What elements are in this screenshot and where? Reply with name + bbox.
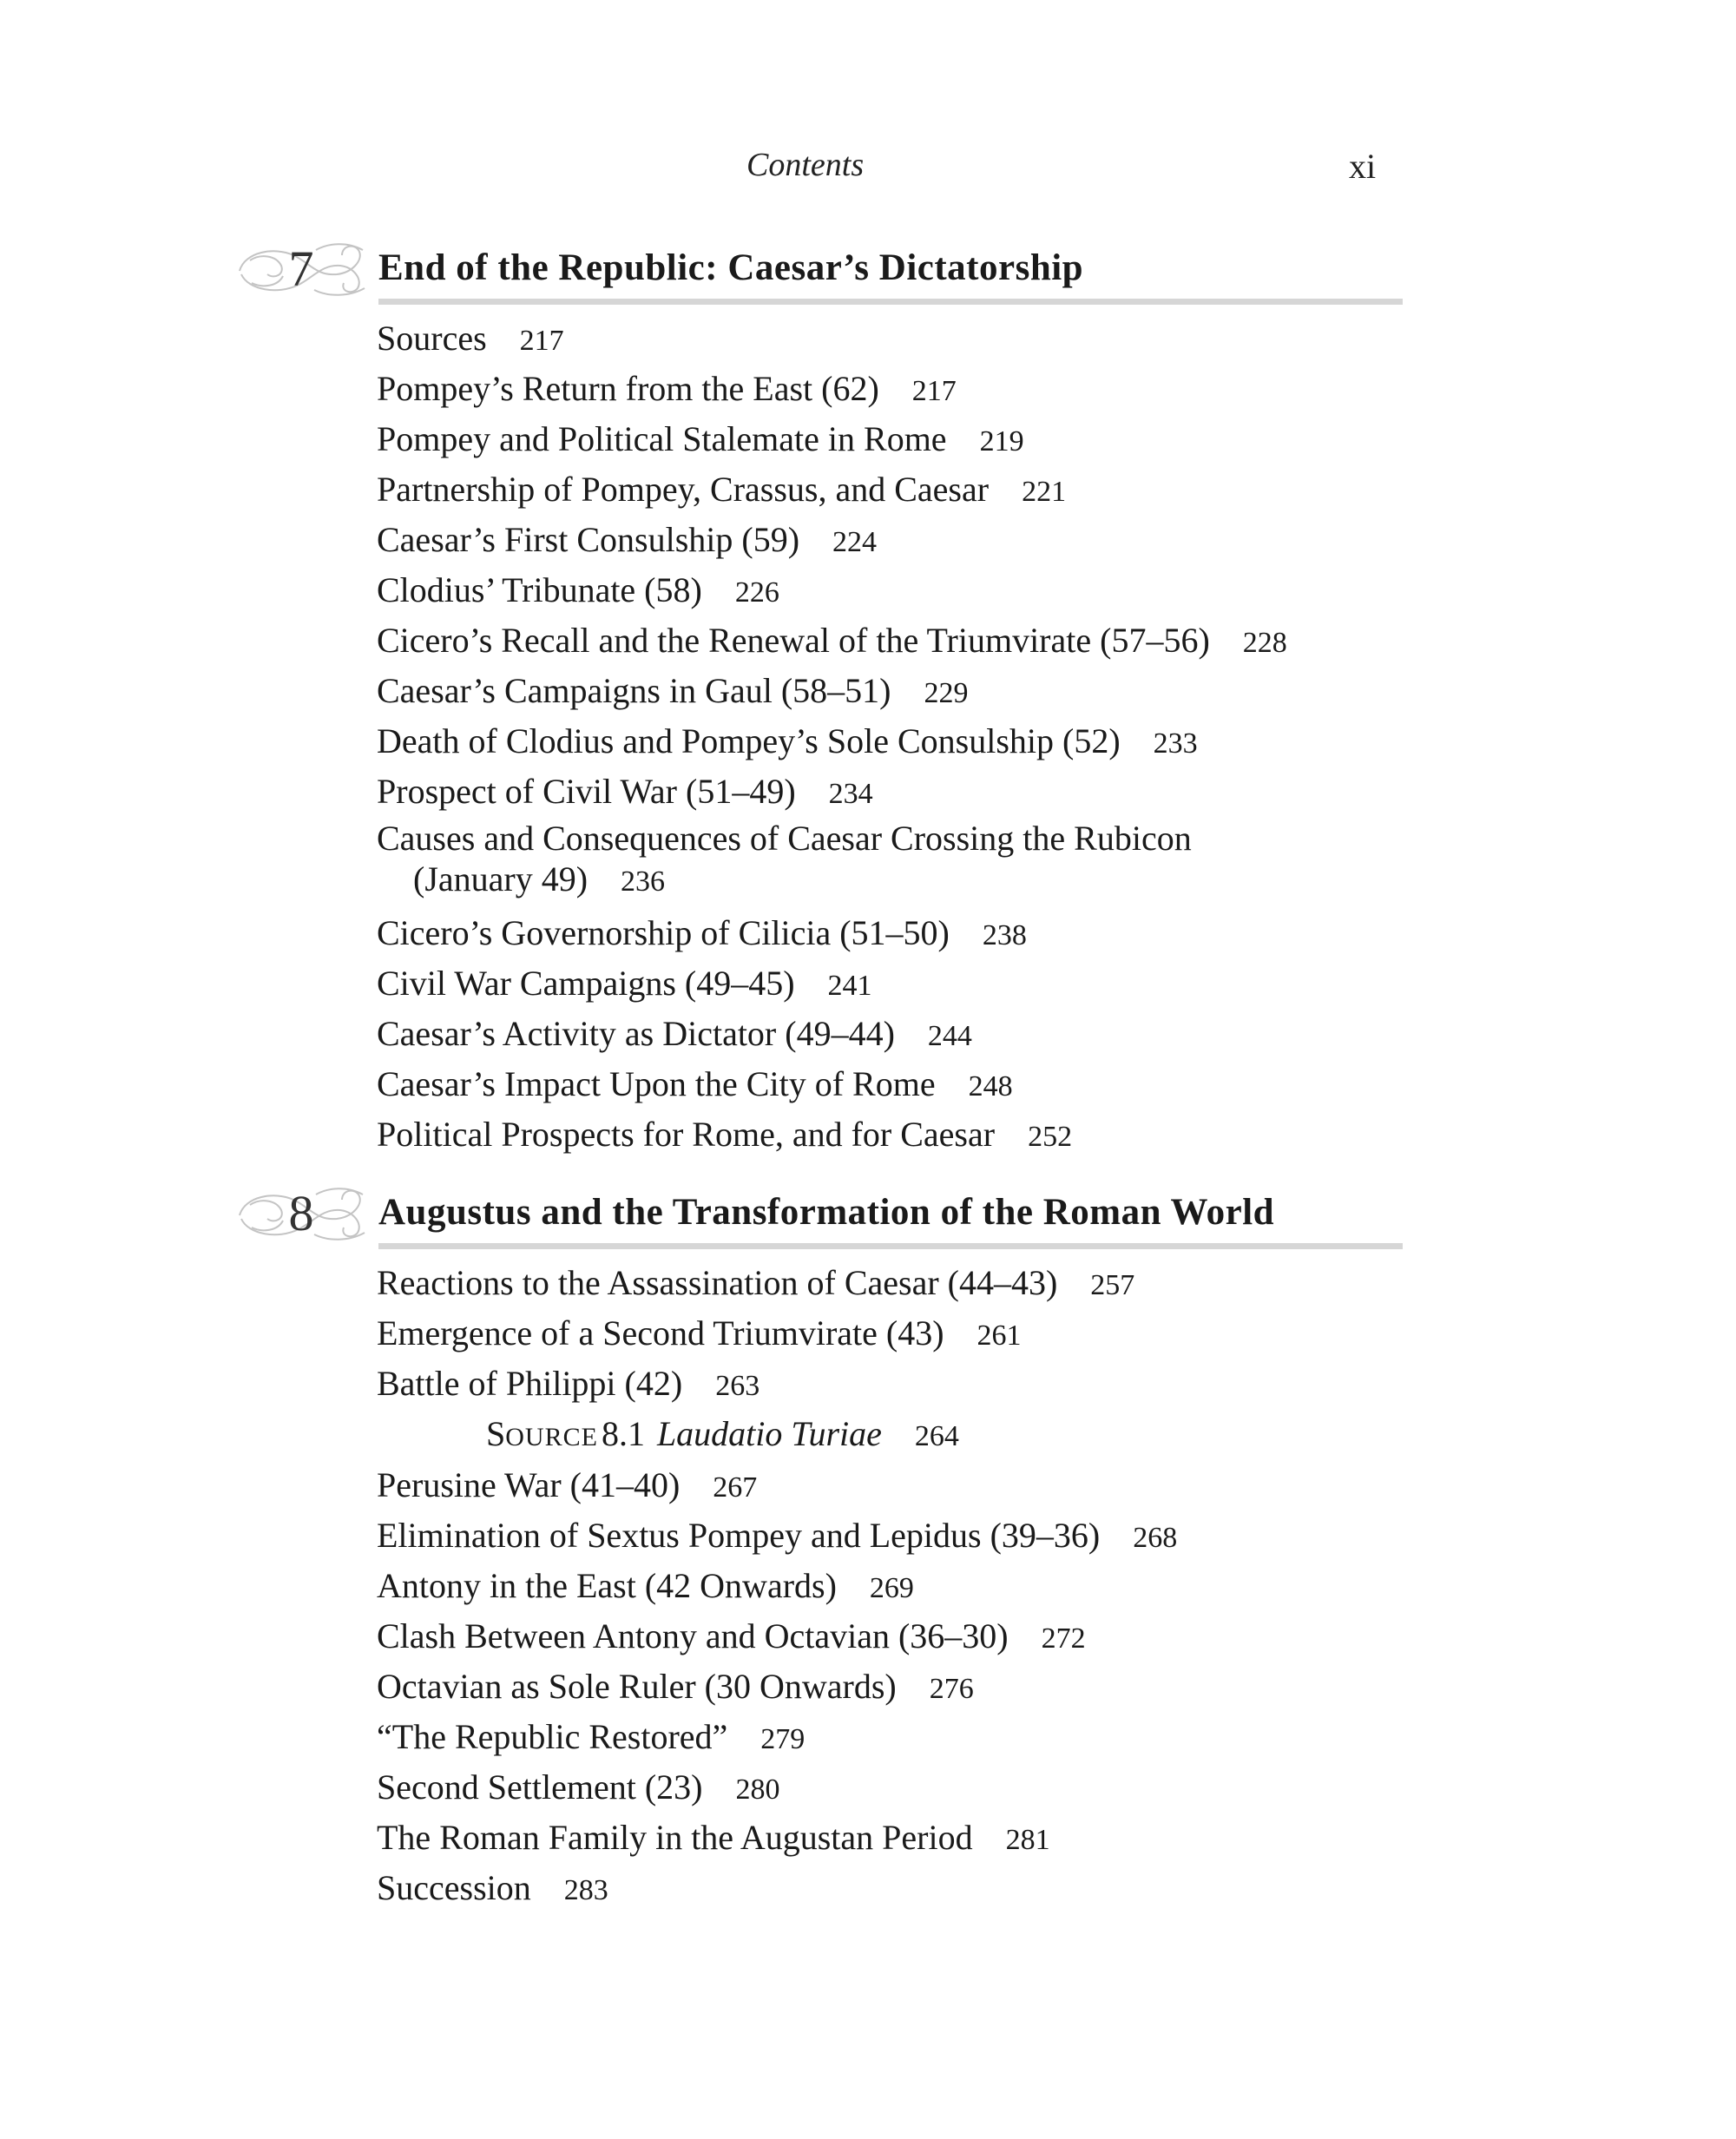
entry-page: 268 [1133, 1522, 1178, 1554]
entry-page: 280 [735, 1774, 780, 1806]
entry-page: 224 [832, 526, 878, 558]
entry-page: 263 [715, 1370, 760, 1402]
entry-title: Pompey and Political Stalemate in Rome [377, 419, 947, 458]
chapter-title-rule [378, 299, 1403, 305]
entry-page: 272 [1041, 1622, 1086, 1655]
toc-entry-list [377, 314, 1418, 1161]
entry-title: Death of Clodius and Pompey’s Sole Consulship (52) [377, 721, 1121, 760]
chapter-title: Augustus and the Transformation of the Roman World [378, 1192, 1275, 1233]
entry-title: Caesar’s Campaigns in Gaul (58–51) [377, 671, 891, 710]
toc-entry[interactable] [377, 717, 1418, 767]
entry-title: Prospect of Civil War (51–49) [377, 772, 796, 811]
entry-page: 257 [1090, 1269, 1135, 1301]
toc-entry[interactable] [377, 616, 1418, 667]
entry-title: Antony in the East (42 Onwards) [377, 1566, 837, 1605]
source-title: Laudatio Turiae [656, 1414, 882, 1453]
entry-page: 219 [979, 425, 1024, 457]
entry-title: Partnership of Pompey, Crassus, and Caesar [377, 470, 990, 509]
toc-entry[interactable] [377, 818, 1418, 909]
running-title: Contents [746, 147, 865, 183]
toc-entry[interactable] [377, 465, 1418, 516]
toc-entry[interactable] [377, 1060, 1418, 1110]
page-number: xi [1349, 147, 1377, 186]
toc-entry[interactable] [377, 1461, 1418, 1511]
entry-title: Cicero’s Recall and the Renewal of the Triumvirate (57–56) [377, 621, 1210, 660]
toc-source-entry[interactable] [377, 1410, 1418, 1461]
toc-entry[interactable] [377, 1662, 1418, 1713]
entry-title: Sources [377, 319, 487, 358]
entry-page: 244 [927, 1020, 972, 1052]
entry-title: Cicero’s Governorship of Cilicia (51–50) [377, 913, 950, 952]
running-head [0, 146, 1736, 198]
entry-page: 234 [828, 778, 873, 810]
toc-entry[interactable] [377, 566, 1418, 616]
entry-page: 261 [976, 1320, 1022, 1352]
entry-title: Clodius’ Tribunate (58) [377, 570, 702, 609]
entry-title: Octavian as Sole Ruler (30 Onwards) [377, 1667, 897, 1706]
toc-entry[interactable] [377, 516, 1418, 566]
toc-entry[interactable] [377, 1309, 1418, 1359]
entry-title: Second Settlement (23) [377, 1767, 703, 1807]
chapter-number: 7 [288, 240, 314, 297]
toc-entry[interactable] [377, 767, 1418, 818]
entry-page: 279 [760, 1723, 806, 1755]
source-label: SOURCE [486, 1414, 598, 1453]
entry-page: 283 [563, 1874, 608, 1906]
entry-title: Civil War Campaigns (49–45) [377, 964, 795, 1003]
entry-title: Elimination of Sextus Pompey and Lepidus (39–36) [377, 1516, 1101, 1555]
entry-page: 241 [827, 970, 872, 1002]
toc-entry[interactable] [377, 1763, 1418, 1813]
entry-page: 238 [982, 919, 1027, 951]
entry-title: The Roman Family in the Augustan Period [377, 1818, 973, 1857]
entry-page: 228 [1242, 627, 1287, 659]
source-number: 8.1 [601, 1414, 645, 1453]
entry-title: Battle of Philippi (42) [377, 1364, 683, 1403]
entry-title: Reactions to the Assassination of Caesar (44–43) [377, 1263, 1058, 1302]
toc-entry[interactable] [377, 909, 1418, 959]
entry-page: 217 [911, 375, 957, 407]
toc-entry[interactable] [377, 1511, 1418, 1562]
entry-title: Caesar’s First Consulship (59) [377, 520, 800, 559]
entry-title: Caesar’s Activity as Dictator (49–44) [377, 1014, 895, 1053]
chapter-title-rule [378, 1243, 1403, 1249]
entry-title: Succession [377, 1868, 531, 1907]
toc-entry[interactable] [377, 1359, 1418, 1410]
entry-title: Clash Between Antony and Octavian (36–30) [377, 1616, 1009, 1655]
chapter-ornament [233, 1179, 370, 1248]
chapter-title: End of the Republic: Caesar’s Dictatorship [378, 247, 1084, 288]
entry-page: 269 [869, 1572, 914, 1604]
entry-page: 221 [1022, 476, 1067, 508]
entry-title: Caesar’s Impact Upon the City of Rome [377, 1064, 936, 1103]
entry-title: Political Prospects for Rome, and for Caesar [377, 1115, 996, 1154]
entry-page: 229 [924, 677, 969, 709]
entry-page: 264 [914, 1420, 959, 1452]
entry-page: 236 [621, 865, 666, 898]
toc-entry[interactable] [377, 667, 1418, 717]
entry-page: 281 [1005, 1824, 1050, 1856]
toc-entry[interactable] [377, 415, 1418, 465]
toc-entry[interactable] [377, 1612, 1418, 1662]
entry-page: 233 [1153, 727, 1198, 760]
entry-title: “The Republic Restored” [377, 1717, 728, 1756]
chapter-ornament [233, 234, 370, 304]
toc-entry[interactable] [377, 959, 1418, 1010]
toc-entry[interactable] [377, 1110, 1418, 1161]
entry-title: Emergence of a Second Triumvirate (43) [377, 1313, 944, 1353]
entry-title-continued: (January 49) [413, 859, 589, 898]
entry-page: 252 [1028, 1121, 1073, 1153]
entry-page: 276 [929, 1673, 974, 1705]
toc-entry[interactable] [377, 1010, 1418, 1060]
toc-entry[interactable] [377, 1813, 1418, 1864]
entry-page: 248 [968, 1070, 1013, 1102]
toc-entry[interactable] [377, 1864, 1418, 1914]
chapter-number: 8 [288, 1185, 314, 1241]
entry-page: 267 [713, 1471, 758, 1504]
entry-title: Pompey’s Return from the East (62) [377, 369, 879, 408]
entry-title: Perusine War (41–40) [377, 1465, 681, 1504]
toc-entry[interactable] [377, 314, 1418, 365]
entry-title: Causes and Consequences of Caesar Crossing the Rubicon [377, 819, 1192, 858]
entry-page: 217 [519, 325, 564, 357]
entry-page: 226 [734, 576, 779, 609]
toc-entry[interactable] [377, 365, 1418, 415]
toc-entry[interactable] [377, 1713, 1418, 1763]
toc-entry[interactable] [377, 1562, 1418, 1612]
toc-entry[interactable] [377, 1259, 1418, 1309]
toc-entry-list [377, 1259, 1418, 1914]
